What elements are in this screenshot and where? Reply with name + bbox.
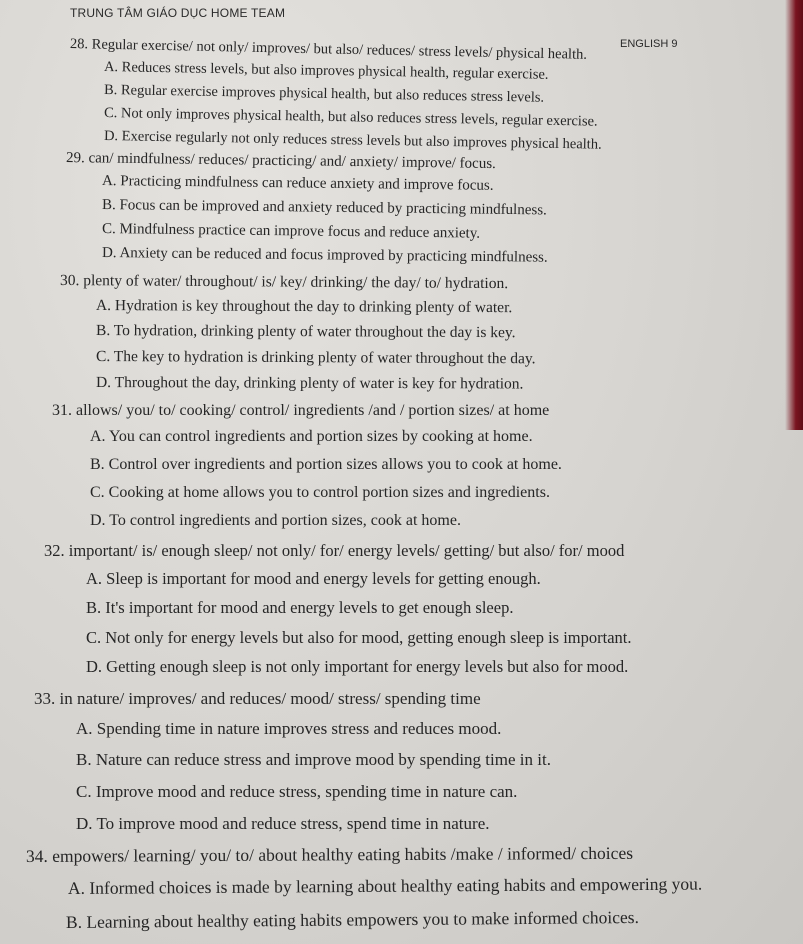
school-header: TRUNG TÂM GIÁO DỤC HOME TEAM <box>70 6 286 20</box>
question-32-option-c: C. Not only for energy levels but also for mood, getting enough sleep is important. <box>86 628 632 647</box>
question-29-prompt: 29. can/ mindfulness/ reduces/ practicing/ and/ anxiety/ improve/ focus. <box>65 150 496 173</box>
question-33-option-a: A. Spending time in nature improves stress and reduces mood. <box>76 719 502 738</box>
question-29-option-b: B. Focus can be improved and anxiety reduced by practicing mindfulness. <box>101 197 547 219</box>
question-31-option-a: A. You can control ingredients and portion sizes by cooking at home. <box>90 428 533 445</box>
question-32-option-a: A. Sleep is important for mood and energy levels for getting enough. <box>86 569 541 588</box>
question-31-option-b: B. Control over ingredients and portion sizes allows you to cook at home. <box>90 456 562 473</box>
subject-label: ENGLISH 9 <box>620 38 678 50</box>
question-30-option-a: A. Hydration is key throughout the day to drinking plenty of water. <box>95 297 513 317</box>
question-34-option-b: B. Learning about healthy eating habits empowers you to make informed choices. <box>65 907 640 932</box>
question-31-option-d: D. To control ingredients and portion sizes, cook at home. <box>90 512 461 529</box>
question-30-option-d: D. Throughout the day, drinking plenty of water is key for hydration. <box>95 374 524 393</box>
question-28-option-b: B. Regular exercise improves physical health, but also reduces stress levels. <box>103 82 545 106</box>
question-29-option-d: D. Anxiety can be reduced and focus improved by practicing mindfulness. <box>101 245 548 266</box>
question-28-option-a: A. Reduces stress levels, but also improves physical health, regular exercise. <box>103 59 549 83</box>
question-34-option-a: A. Informed choices is made by learning about healthy eating habits and empowering you. <box>67 873 703 898</box>
question-31-prompt: 31. allows/ you/ to/ cooking/ control/ ingredients /and / portion sizes/ at home <box>52 402 550 419</box>
question-32-option-d: D. Getting enough sleep is not only important for energy levels but also for mood. <box>86 657 629 676</box>
question-34-prompt: 34. empowers/ learning/ you/ to/ about healthy eating habits /make / informed/ choices <box>25 842 634 866</box>
question-29-option-c: C. Mindfulness practice can improve focus and reduce anxiety. <box>101 221 481 242</box>
question-32-prompt: 32. important/ is/ enough sleep/ not only/ for/ energy levels/ getting/ but also/ for/ mood <box>44 541 625 560</box>
question-30-option-b: B. To hydration, drinking plenty of water throughout the day is key. <box>95 322 516 342</box>
question-32-option-b: B. It's important for mood and energy levels to get enough sleep. <box>86 598 514 617</box>
question-28-prompt: 28. Regular exercise/ not only/ improves/ but also/ reduces/ stress levels/ physical health. <box>69 36 588 63</box>
question-33-prompt: 33. in nature/ improves/ and reduces/ mood/ stress/ spending time <box>34 689 481 708</box>
question-28-option-d: D. Exercise regularly not only reduces stress levels but also improves physical health. <box>103 128 602 153</box>
question-28-option-c: C. Not only improves physical health, but also reduces stress levels, regular exercise. <box>103 105 598 130</box>
question-33-option-b: B. Nature can reduce stress and improve mood by spending time in it. <box>76 750 551 769</box>
question-29-option-a: A. Practicing mindfulness can reduce anxiety and improve focus. <box>101 173 494 194</box>
question-33-option-d: D. To improve mood and reduce stress, spend time in nature. <box>76 814 490 833</box>
question-31-option-c: C. Cooking at home allows you to control portion sizes and ingredients. <box>90 484 550 501</box>
question-33-option-c: C. Improve mood and reduce stress, spending time in nature can. <box>76 782 518 801</box>
question-30-prompt: 30. plenty of water/ throughout/ is/ key/ drinking/ the day/ to/ hydration. <box>59 272 509 293</box>
question-30-option-c: C. The key to hydration is drinking plenty of water throughout the day. <box>95 348 536 368</box>
